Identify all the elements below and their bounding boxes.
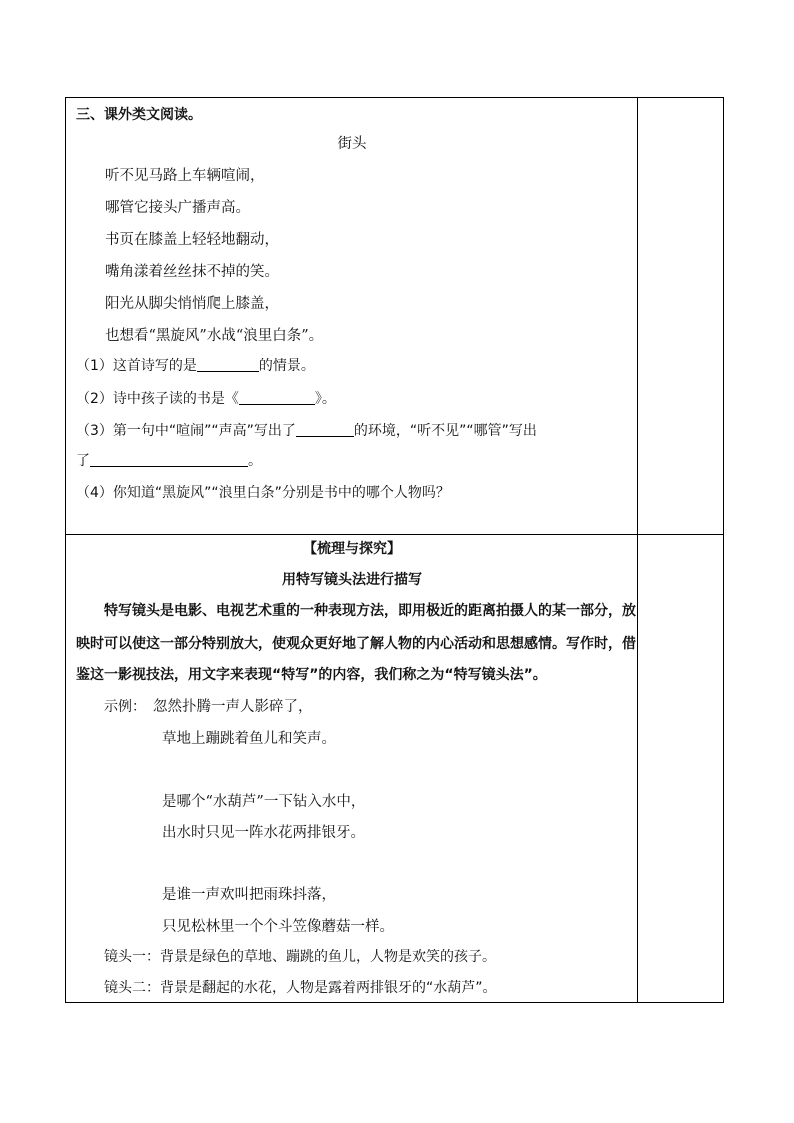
poem-title: 街头 — [337, 136, 367, 152]
paragraph-line: 鉴这一影视技法，用文字来表现“特写”的内容，我们称之为“特写镜头法”。 — [76, 667, 547, 683]
explore-cell — [66, 535, 638, 1003]
example-label: 示例： — [104, 699, 146, 715]
explore-subtitle: 用特写镜头法进行描写 — [282, 572, 422, 588]
poem-line: 也想看“黑旋风”水战“浪里白条”。 — [105, 328, 324, 344]
paragraph-line: 特写镜头是电影、电视艺术重的一种表现方法，即用极近的距离拍摄人的某一部分，放 — [104, 603, 636, 619]
reading-cell — [66, 98, 638, 535]
explore-heading: 【梳理与探究】 — [303, 541, 401, 557]
shot-line: 镜头二：背景是翻起的水花，人物是露着两排银牙的“水葫芦”。 — [104, 980, 497, 996]
example-line: 忽然扑腾一声人影碎了， — [153, 699, 313, 715]
example-line: 只见松林里一个个斗笠像蘑菇一样。 — [162, 919, 394, 935]
notes-cell — [638, 535, 724, 1003]
shot-line: 镜头一：背景是绿色的草地、蹦跳的鱼儿，人物是欢笑的孩子。 — [104, 949, 496, 965]
answer-blank[interactable] — [296, 422, 354, 437]
answer-blank[interactable] — [197, 357, 259, 372]
section-heading: 三、课外类文阅读。 — [76, 107, 202, 123]
question-3-continued: 了 。 — [76, 453, 262, 469]
example-line: 是谁一声欢叫把雨珠抖落， — [162, 887, 336, 903]
example-line: 出水时只见一阵水花两排银牙。 — [162, 825, 365, 841]
document-table — [65, 97, 724, 1003]
reading-row — [66, 98, 724, 535]
poem-line: 阳光从脚尖悄悄爬上膝盖， — [105, 296, 279, 312]
notes-cell — [638, 98, 724, 535]
question-4: （4）你知道“黑旋风”“浪里白条”分别是书中的哪个人物吗？ — [76, 485, 450, 501]
poem-line: 哪管它接头广播声高。 — [105, 200, 250, 216]
answer-blank[interactable] — [239, 390, 315, 405]
answer-blank[interactable] — [90, 452, 248, 467]
poem-line: 书页在膝盖上轻轻地翻动， — [105, 232, 279, 248]
question-2: （2）诗中孩子读的书是《 》。 — [76, 391, 336, 407]
example-line: 是哪个“水葫芦”一下钻入水中， — [162, 794, 366, 810]
explore-row — [66, 535, 724, 1003]
example-line: 草地上蹦跳着鱼儿和笑声。 — [162, 731, 336, 747]
question-1: （1）这首诗写的是 的情景。 — [76, 358, 315, 374]
poem-line: 听不见马路上车辆喧闹， — [105, 168, 265, 184]
poem-line: 嘴角漾着丝丝抹不掉的笑。 — [105, 264, 279, 280]
paragraph-line: 映时可以使这一部分特别放大，使观众更好地了解人物的内心活动和思想感情。写作时，借 — [76, 636, 636, 652]
question-3: （3）第一句中“喧闹”“声高”写出了 的环境，“听不见”“哪管”写出 — [76, 423, 537, 439]
